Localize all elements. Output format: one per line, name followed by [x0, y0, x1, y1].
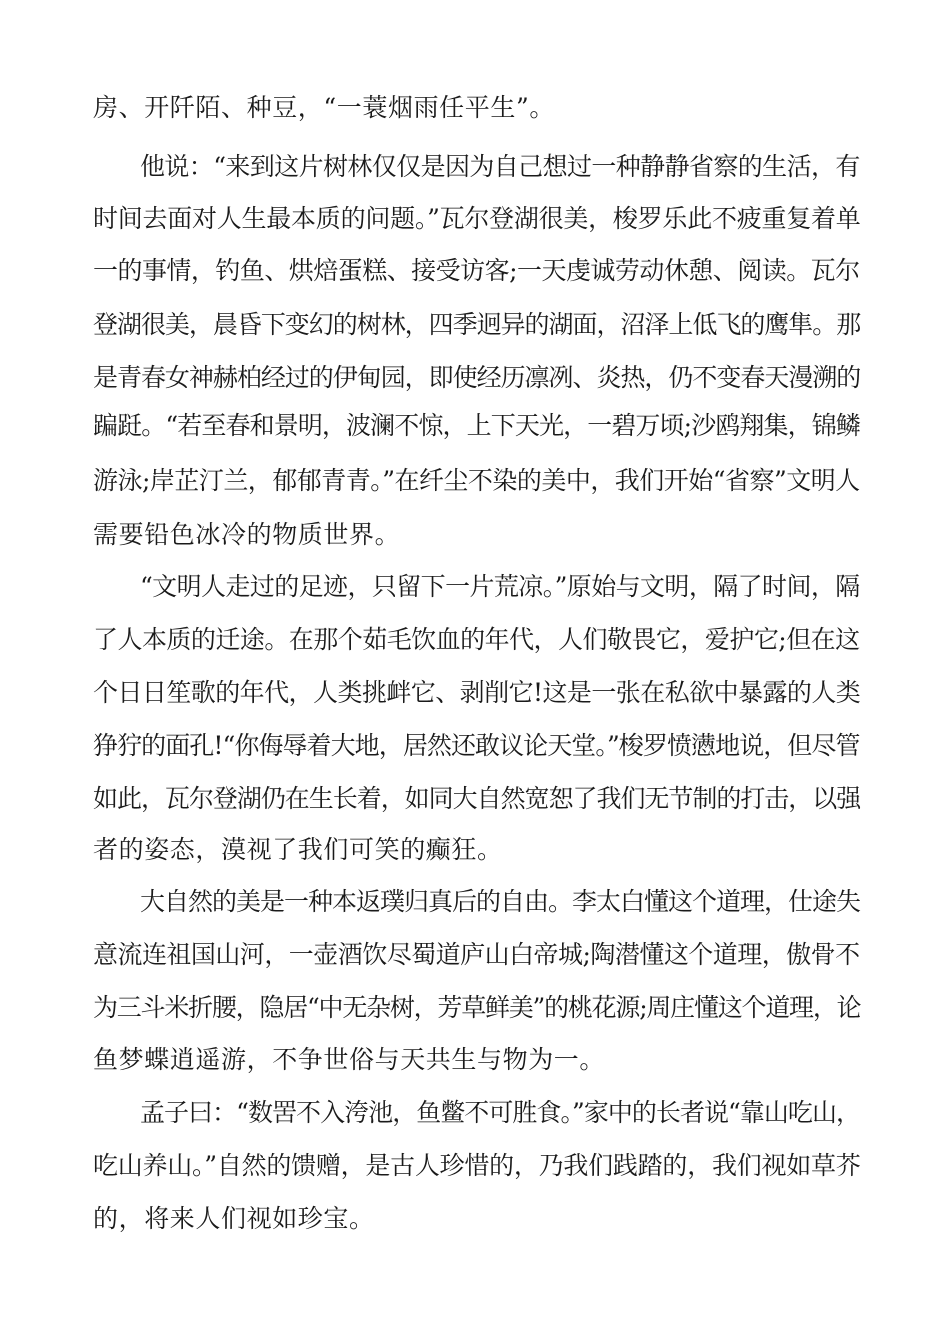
text-line: 意流连祖国山河，一壶酒饮尽蜀道庐山白帝城;陶潜懂这个道理，傲骨不 — [93, 940, 860, 969]
text-line: 登湖很美，晨昏下变幻的树林，四季迥异的湖面，沼泽上低飞的鹰隼。那 — [93, 310, 861, 339]
text-line: 为三斗米折腰，隐居“中无杂树，芳草鲜美”的桃花源;周庄懂这个道理，论 — [93, 993, 861, 1022]
text-line: 一的事情，钓鱼、烘焙蛋糕、接受访客;一天虔诚劳动休憩、阅读。瓦尔 — [93, 256, 860, 285]
text-line: 的，将来人们视如珍宝。 — [93, 1204, 375, 1233]
text-line: 时间去面对人生最本质的问题。”瓦尔登湖很美，梭罗乐此不疲重复着单 — [93, 204, 861, 233]
text-line: 他说：“来到这片树林仅仅是因为自己想过一种静静省察的生活，有 — [140, 152, 860, 181]
text-line: 需要铅色冰冷的物质世界。 — [93, 520, 401, 549]
text-line: 者的姿态，漠视了我们可笑的癫狂。 — [93, 835, 503, 864]
text-line: 房、开阡陌、种豆，“一蓑烟雨任平生”。 — [93, 93, 555, 122]
text-line: 孟子曰：“数罟不入洿池，鱼鳖不可胜食。”家中的长者说“靠山吃山， — [140, 1098, 861, 1127]
text-line: 鱼梦蝶逍遥游，不争世俗与天共生与物为一。 — [93, 1045, 606, 1074]
text-line: 如此，瓦尔登湖仍在生长着，如同大自然宽恕了我们无节制的打击，以强 — [93, 784, 861, 813]
text-line: 个日日笙歌的年代，人类挑衅它、剥削它!这是一张在私欲中暴露的人类 — [93, 678, 861, 707]
text-line: 大自然的美是一种本返璞归真后的自由。李太白懂这个道理，仕途失 — [140, 887, 861, 916]
text-line: 吃山养山。”自然的馈赠，是古人珍惜的，乃我们践踏的，我们视如草芥 — [93, 1151, 861, 1180]
text-line: “文明人走过的足迹，只留下一片荒凉。”原始与文明，隔了时间，隔 — [140, 572, 860, 601]
text-line: 蹁跹。“若至春和景明，波澜不惊，上下天光，一碧万顷;沙鸥翔集，锦鳞 — [93, 411, 861, 440]
text-line: 是青春女神赫柏经过的伊甸园，即使经历凛冽、炎热，仍不变春天漫溯的 — [93, 363, 861, 392]
text-line: 狰狞的面孔!“你侮辱着大地，居然还敢议论天堂。”梭罗愤懑地说，但尽管 — [93, 731, 860, 760]
text-line: 游泳;岸芷汀兰，郁郁青青。”在纤尘不染的美中，我们开始“省察”文明人 — [93, 466, 860, 495]
text-line: 了人本质的迁途。在那个茹毛饮血的年代，人们敬畏它，爱护它;但在这 — [93, 625, 860, 654]
